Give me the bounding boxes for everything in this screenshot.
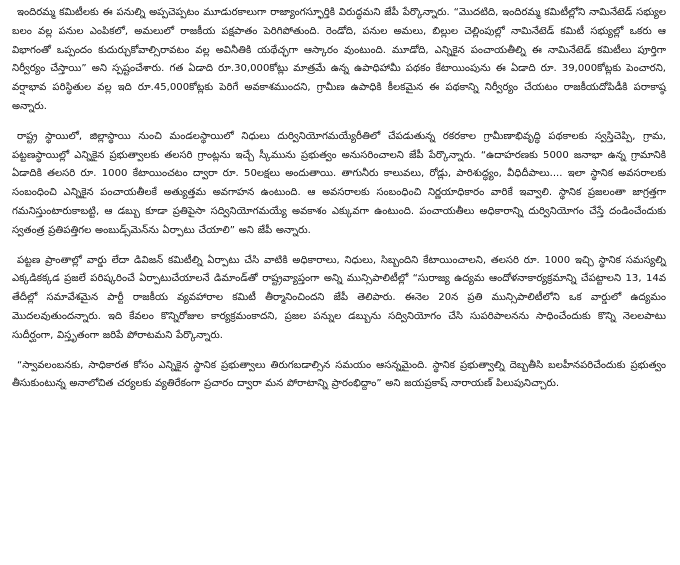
article-paragraph: రాష్ట్ర స్థాయిలో, జిల్లాస్థాయి నుంచి మండలస్థాయిలో నిధులు దుర్వినియోగమయ్యేరీతిలో చేపడుతున్న రకరకాల గ్రామీణాభివృద్ధి పథకాలకు స్వస్తిచెప్పి, గ్రామ, పట్టణస్థాయిల్లో ఎన్నికైన ప్రభుత్వాలకు తలసరి గ్రాంట్లను ఇచ్చే స్కీమును ప్రభుత్వం అనుసరించాలని జేపీ పేర్కొన్నారు. “ఉదాహరణకు 5000 జనాభా ఉన్న గ్రామానికి ఏడాదికి తలసరి రూ. 1000 కేటాయించటం ద్వారా రూ. 50లక్షలు అందుతాయి. తాగునీరు కాలువలు, రోడ్లు, పారిశుద్ధ్యం, వీధిదీపాలు.... ఇలా స్థానిక అవసరాలకు సంబంధించి ఎన్నికైన పంచాయతీలకే అత్యుత్తమ అవగాహన ఉంటుంది. ఆ అవసరాలకు సంబంధించి నిర్ణయాధికారం వారికే ఇవ్వాలి. స్థానిక ప్రజలంతా జాగ్రత్తగా గమనిస్తుంటారుకాబట్టి, ఆ డబ్బు కూడా ప్రతిపైసా సద్వినియోగమయ్యే అవకాశం ఎక్కువగా ఉంటుంది. పంచాయతీలు అధికారాన్ని దుర్వినియోగం చేస్తే దండించేందుకు స్వతంత్ర ప్రతిపత్తిగల అంబుడ్స్‌మెన్‌ను ఏర్పాటు చేయాలి” అని జేపీ అన్నారు. xyxy=(12,130,666,236)
article-paragraph: “స్వావలంబనకు, సాధికారత కోసం ఎన్నికైన స్థానిక ప్రభుత్వాలు తిరుగబడాల్సిన సమయం ఆసన్నమైంది. స్థానిక ప్రభుత్వాల్ని దెబ్బతీసి బలహీనపరిచేందుకు ప్రభుత్వం తీసుకుంటున్న అనాలోచిత చర్యలకు వ్యతిరేకంగా ప్రచారం ద్వారా మన పోరాటాన్ని ప్రారంభిద్దాం” అని జయప్రకాష్ నారాయణ్ పిలుపునిచ్చారు. xyxy=(12,359,666,390)
article-paragraph: ఇందిరమ్మ కమిటీలకు ఈ పనుల్ని అప్పచెప్పటం మూడురకాలుగా రాజ్యాంగస్ఫూర్తికి విరుద్ధమని జేపీ పేర్కొన్నారు. “మొదటిది, ఇందిరమ్మ కమిటీల్లోని నామినేటెడ్ సభ్యుల బలం వల్ల పనుల ఎంపికలో, అమలులో రాజకీయ పక్షపాతం పెరిగిపోతుంది. రెండోది, పనుల అమలు, బిల్లుల చెల్లింపుల్లో నామినేటెడ్ కమిటీ సభ్యుల్లో ఒకరు ఆ విభాగంతో ఒప్పందం కుదుర్చుకోవాల్సిరావటం వల్ల అవినీతికి యథేచ్ఛగా ఆస్కారం వుంటుంది. మూడోది, ఎన్నికైన పంచాయతీల్ని ఈ నామినేటెడ్ కమిటీలు పూర్తిగా నిర్వీర్యం చేస్తాయి” అని స్పష్టంచేశారు. గత ఏడాది రూ.30,000కోట్లు మాత్రమే ఉన్న ఉపాధిహామీ పథకం కేటాయింపును ఈ ఏడాది రూ. 39,000కోట్లకు పెంచారని, వర్షాభావ పరిస్థితుల వల్ల ఇది రూ.45,000కోట్లకు పెరిగే అవకాశముందని, గ్రామీణ ఉపాధికి కీలకమైన ఈ పథకాన్ని నిర్వీర్యం చేయటం రాజకీయదోపిడీకి పరాకాష్ఠ అన్నారు. xyxy=(12,7,666,112)
article-paragraph: పట్టణ ప్రాంతాల్లో వార్డు లేదా డివిజన్ కమిటీల్ని ఏర్పాటు చేసి వాటికి అధికారాలు, నిధులు, సిబ్బందిని కేటాయించాలని, తలసరి రూ. 1000 ఇచ్చి స్థానిక సమస్యల్ని ఎక్కడికక్కడ ప్రజలే పరిష్కరించే ఏర్పాటుచేయాలనే డిమాండ్‌తో రాష్ట్రవ్యాప్తంగా అన్ని మున్సిపాలిటీల్లో “సురాజ్య ఉద్యమ ఆందోళనాకార్యక్రమాన్ని చేపట్టాలని 13, 14వ తేదీల్లో సమావేశమైన పార్టీ రాజకీయ వ్యవహారాల కమిటీ తీర్మానించిందని జేపీ తెలిపారు. ఈనెల 20న ప్రతి మున్సిపాలిటీలోని ఒక వార్డులో ఉద్యమం మొదలవుతుందన్నారు. ఇది కేవలం కొన్నిరోజుల కార్యక్రమంకాదని, ప్రజల పన్నుల డబ్బును సద్వినియోగం చేసి సుపరిపాలనను సాధించేందుకు కొన్ని నెలలపాటు సుదీర్ఘంగా, విస్తృతంగా జరిపే పోరాటమని పేర్కొన్నారు. xyxy=(12,254,666,341)
